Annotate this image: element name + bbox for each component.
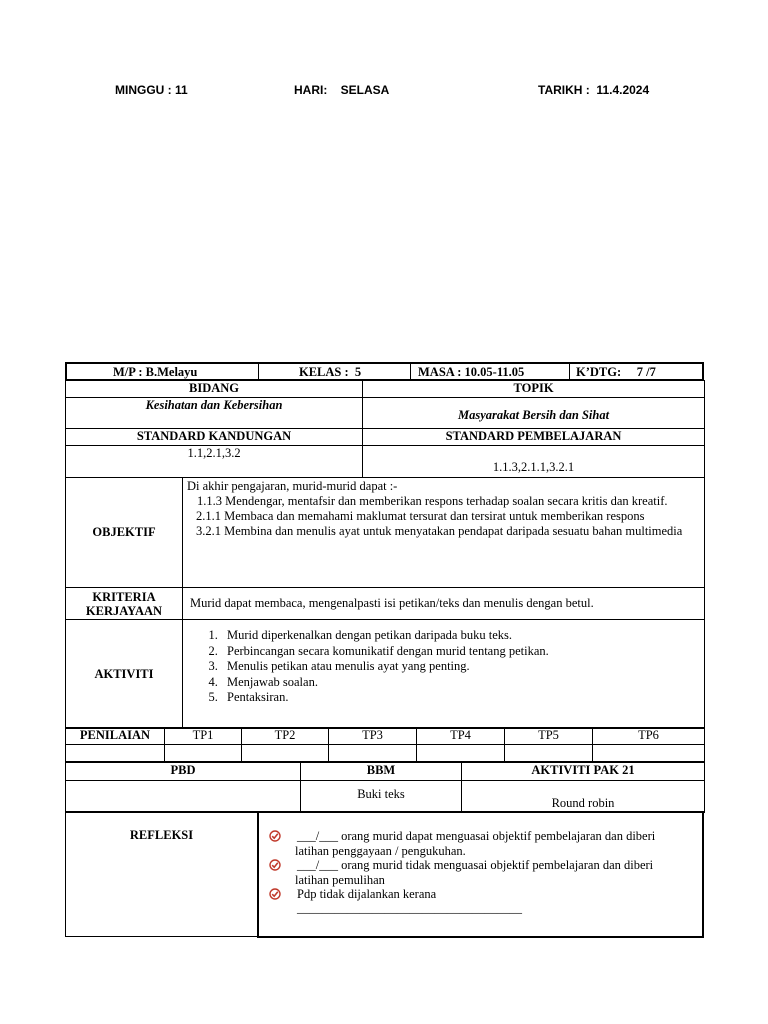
- tp5-cell: [505, 745, 593, 762]
- aktiviti-pak-value: Round robin: [462, 781, 705, 813]
- objektif-content: [183, 478, 705, 588]
- top-info-row: [65, 362, 704, 381]
- refleksi-item: [267, 829, 682, 858]
- refleksi-blank-line: ____________________________________: [297, 900, 522, 915]
- bbm-value: Buki teks: [301, 781, 462, 813]
- hari-label: HARI: SELASA: [294, 83, 390, 97]
- tp1-header: TP1: [165, 728, 242, 745]
- check-circle-icon: [269, 859, 281, 871]
- tp5-header: TP5: [505, 728, 593, 745]
- aktiviti-item: 5. Pentaksiran.: [221, 690, 700, 706]
- topik-value: Masyarakat Bersih dan Sihat: [363, 398, 705, 429]
- objektif-label: OBJEKTIF: [66, 478, 183, 588]
- aktiviti-label: AKTIVITI: [66, 620, 183, 729]
- standard-kandungan-header: STANDARD KANDUNGAN: [66, 429, 363, 446]
- kriteria-label-line-2: KERJAYAAN: [85, 603, 163, 618]
- divider: [569, 362, 570, 381]
- kriteria-label: [66, 588, 183, 620]
- divider: [258, 362, 259, 381]
- refleksi-item: [267, 887, 682, 902]
- tp3-header: TP3: [329, 728, 417, 745]
- pbd-bbm-table: [65, 762, 705, 813]
- pbd-value: [66, 781, 301, 813]
- aktiviti-list: [187, 628, 700, 706]
- tp4-cell: [417, 745, 505, 762]
- refleksi-item-text: ___/___ orang murid tidak menguasai objektif pembelajaran dan diberi latihan pemulihan: [295, 858, 654, 887]
- kriteria-value: Murid dapat membaca, mengenalpasti isi petikan/teks dan menulis dengan betul.: [183, 588, 705, 620]
- refleksi-item: [267, 858, 682, 887]
- standard-pembelajaran-header: STANDARD PEMBELAJARAN: [363, 429, 705, 446]
- refleksi-label-cell: [65, 811, 258, 937]
- tp6-cell: [593, 745, 705, 762]
- objektif-item-1: 1.1.3 Mendengar, mentafsir dan memberikan respons terhadap soalan secara kritis dan kreatif.: [197, 494, 668, 508]
- tp1-cell: [165, 745, 242, 762]
- check-circle-icon: [269, 830, 281, 842]
- objektif-item-2: 2.1.1 Membaca dan memahami maklumat tersurat dan tersirat untuk memberikan respons: [196, 509, 645, 523]
- refleksi-label: REFLEKSI: [129, 828, 194, 842]
- check-circle-icon: [269, 888, 281, 900]
- standard-kandungan-value: 1.1,2.1,3.2: [66, 446, 363, 478]
- tp4-header: TP4: [417, 728, 505, 745]
- objektif-item-3: 3.2.1 Membina dan menulis ayat untuk menyatakan pendapat daripada sesuatu bahan multimedia: [196, 524, 683, 538]
- tp6-header: TP6: [593, 728, 705, 745]
- aktiviti-content: [183, 620, 705, 729]
- divider: [410, 362, 411, 381]
- bbm-header: BBM: [301, 763, 462, 781]
- masa-label: MASA : 10.05-11.05: [418, 365, 525, 379]
- refleksi-list: [267, 829, 682, 902]
- standard-pembelajaran-value: 1.1.3,2.1.1,3.2.1: [363, 446, 705, 478]
- topik-header: TOPIK: [363, 381, 705, 398]
- penilaian-table: [65, 727, 705, 762]
- penilaian-label: PENILAIAN: [66, 728, 165, 745]
- kdtg-label: K’DTG: 7 /7: [576, 365, 656, 379]
- tp3-cell: [329, 745, 417, 762]
- kriteria-label-line-1: KRITERIA: [92, 589, 156, 604]
- refleksi-content: [257, 811, 704, 938]
- aktiviti-item: 4. Menjawab soalan.: [221, 675, 700, 691]
- pbd-header: PBD: [66, 763, 301, 781]
- refleksi-item-text: Pdp tidak dijalankan kerana: [297, 887, 437, 901]
- objektif-intro: Di akhir pengajaran, murid-murid dapat :-: [187, 479, 398, 493]
- aktiviti-item: 1. Murid diperkenalkan dengan petikan daripada buku teks.: [221, 628, 700, 644]
- minggu-label: MINGGU : 11: [115, 83, 188, 97]
- aktiviti-item: 2. Perbincangan secara komunikatif dengan murid tentang petikan.: [221, 644, 700, 660]
- tp2-cell: [242, 745, 329, 762]
- aktiviti-item: 3. Menulis petikan atau menulis ayat yang penting.: [221, 659, 700, 675]
- bidang-value: Kesihatan dan Kebersihan: [66, 398, 363, 429]
- kelas-label: KELAS : 5: [299, 365, 362, 379]
- tp2-header: TP2: [242, 728, 329, 745]
- aktiviti-pak-header: AKTIVITI PAK 21: [462, 763, 705, 781]
- rph-table: [65, 380, 705, 729]
- tarikh-label: TARIKH : 11.4.2024: [538, 83, 650, 97]
- refleksi-item-text: ___/___ orang murid dapat menguasai objektif pembelajaran dan diberi latihan penggayaan / pengukuhan.: [295, 829, 656, 858]
- penilaian-blank-cell: [66, 745, 165, 762]
- bidang-header: BIDANG: [66, 381, 363, 398]
- mp-label: M/P : B.Melayu: [113, 365, 198, 379]
